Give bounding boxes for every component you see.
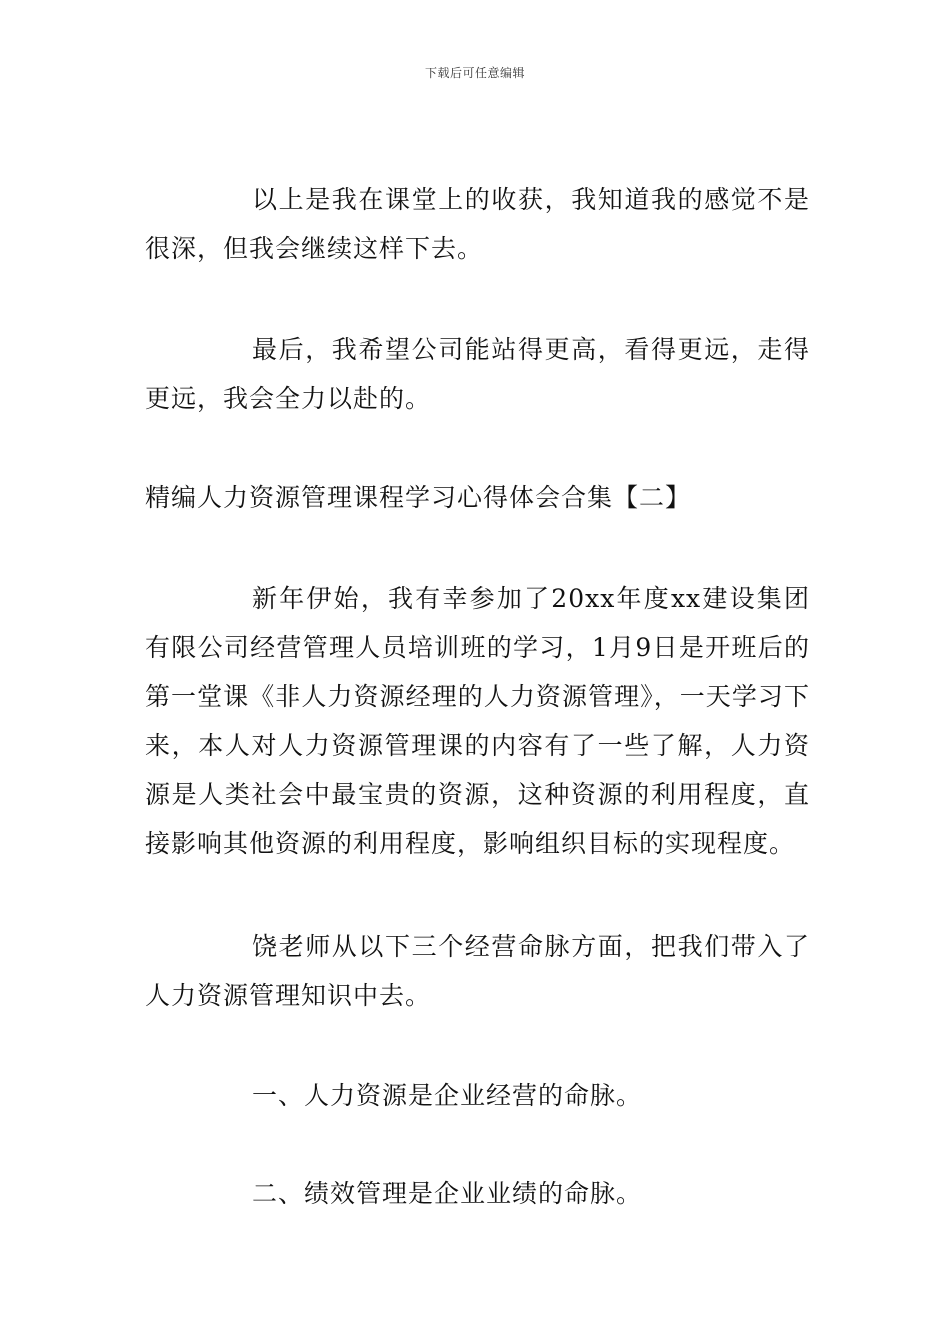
page-header-note: 下载后可任意编辑 [424, 66, 525, 80]
paragraph-training-intro: 新年伊始，我有幸参加了20xx年度xx建设集团有限公司经营管理人员培训班的学习，1月9日是开班后的第一堂课《非人力资源经理的人力资源管理》，一天学习下来，本人对人力资源管理课的内容有了一些了解，人力资源是人类社会中最宝贵的资源，这种资源的利用程度，直接影响其他资源的利用程度，影响组织目标的实现程度。 [145, 584, 810, 858]
section-heading: 精编人力资源管理课程学习心得体会合集【二】 [145, 483, 692, 512]
paragraph-company-hope: 最后，我希望公司能站得更高，看得更远，走得更远，我会全力以赴的。 [145, 335, 810, 413]
paragraph-classroom-gains: 以上是我在课堂上的收获，我知道我的感觉不是很深，但我会继续这样下去。 [145, 185, 810, 263]
list-item-performance-lifeline: 二、绩效管理是企业业绩的命脉。 [252, 1179, 643, 1208]
list-item-hr-lifeline: 一、人力资源是企业经营的命脉。 [252, 1081, 643, 1110]
paragraph-teacher-lifelines: 饶老师从以下三个经营命脉方面，把我们带入了人力资源管理知识中去。 [145, 932, 810, 1010]
